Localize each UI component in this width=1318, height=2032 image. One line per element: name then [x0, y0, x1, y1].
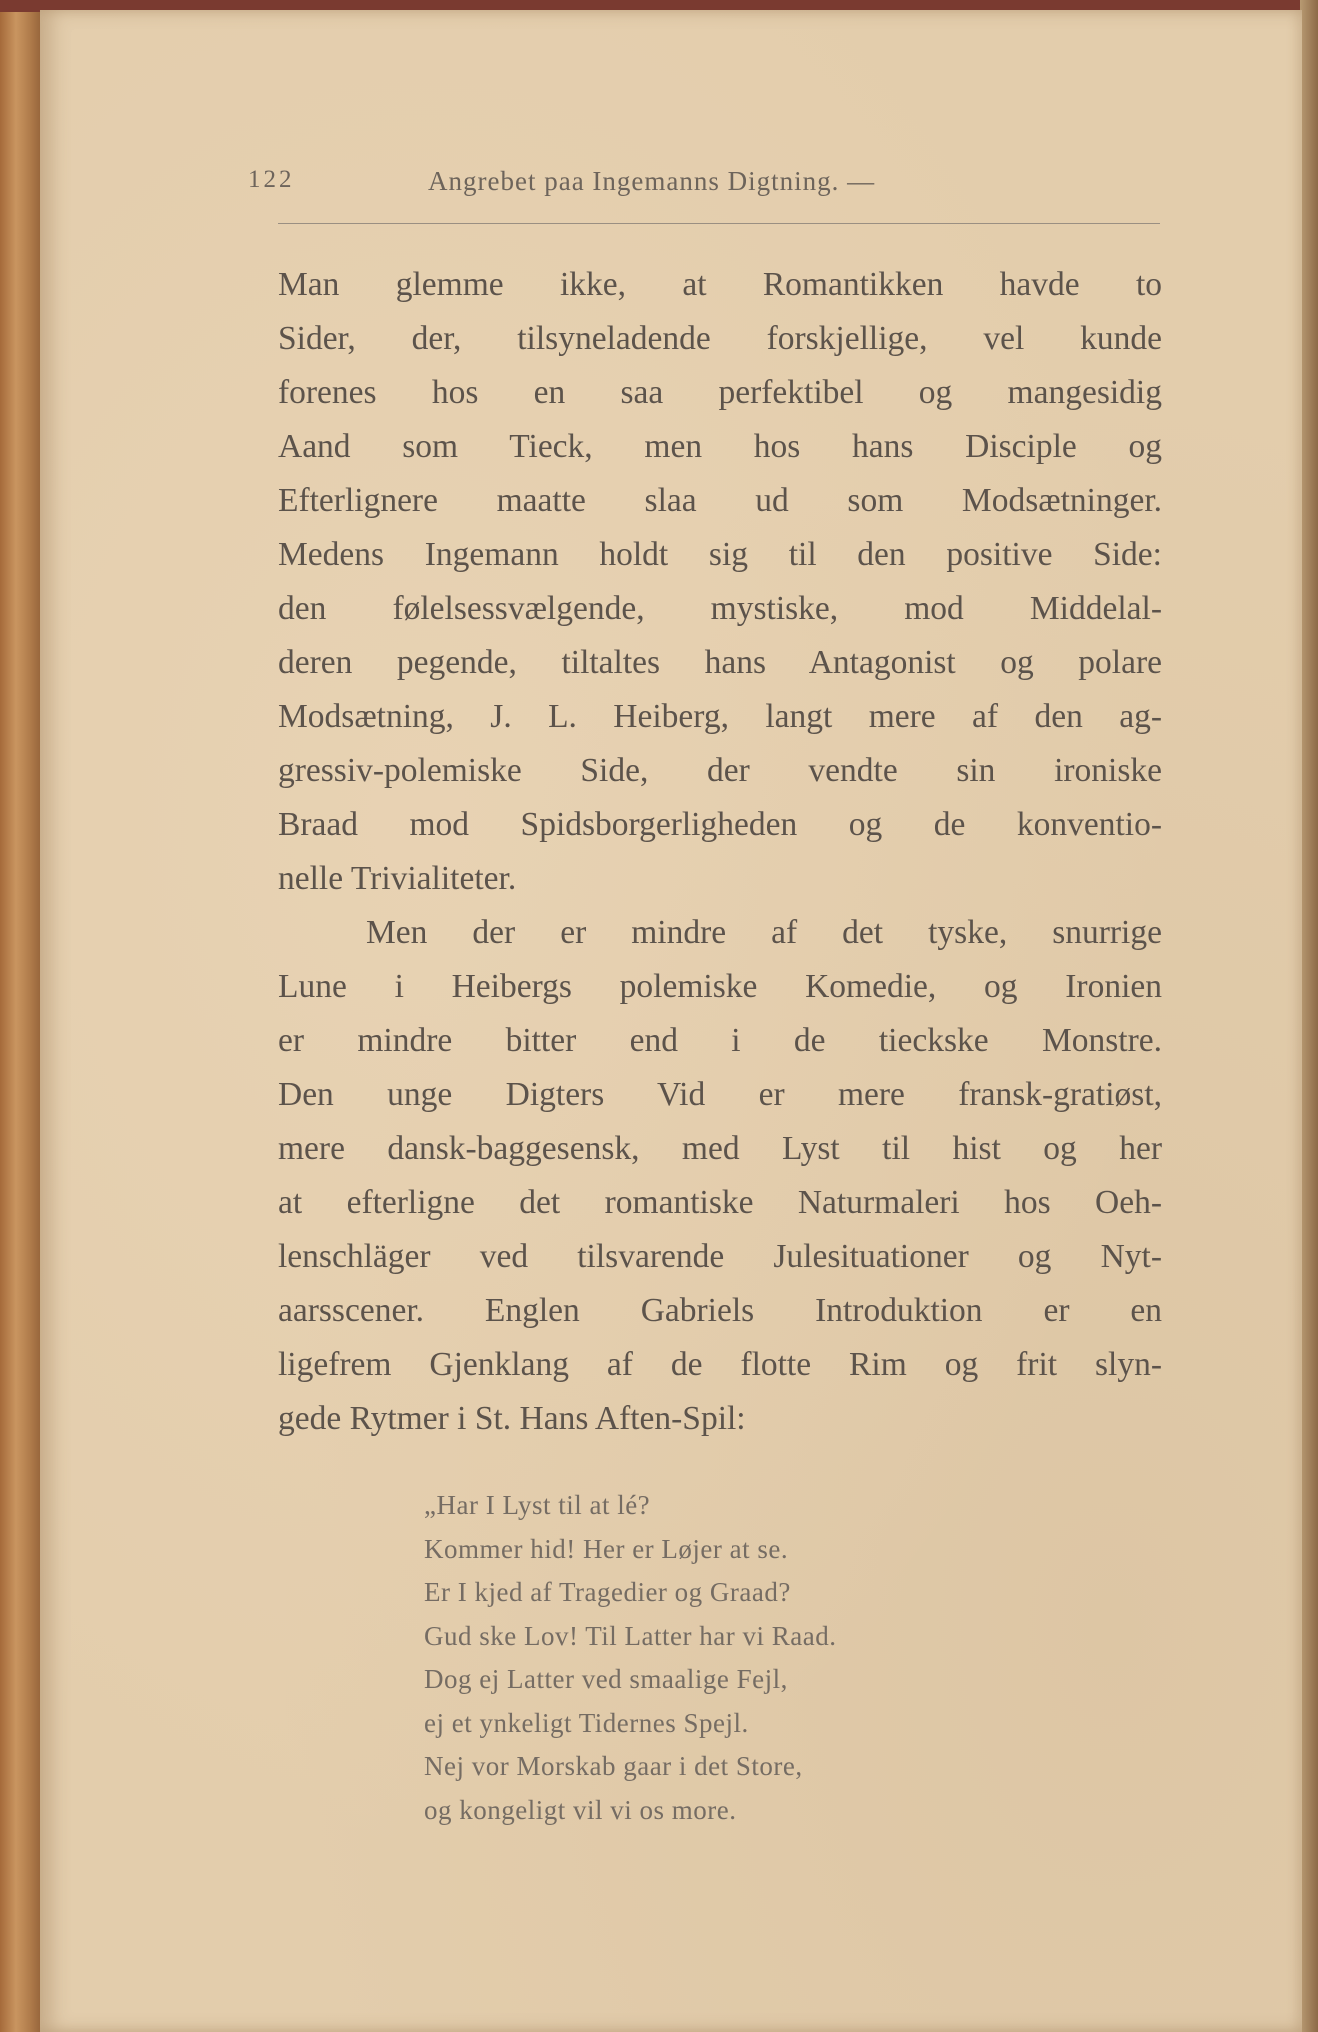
- text-line: den følelsessvælgende, mystiske, mod Middelal-: [278, 590, 1162, 627]
- text-line: Braad mod Spidsborgerligheden og de konventio-: [278, 806, 1162, 843]
- header-rule: [278, 223, 1160, 224]
- poem-line: ej et ynkeligt Tidernes Spejl.: [424, 1707, 749, 1738]
- text-line: Men der er mindre af det tyske, snurrige: [366, 914, 1162, 951]
- text-line: mere dansk-baggesensk, med Lyst til hist og her: [278, 1130, 1162, 1167]
- text-line: er mindre bitter end i de tieckske Monstre.: [278, 1022, 1162, 1059]
- poem-line: Nej vor Morskab gaar i det Store,: [424, 1751, 803, 1781]
- poem-line: „Har I Lyst til at lé?: [424, 1490, 651, 1520]
- poem-line: Gud ske Lov! Til Latter har vi Raad.: [424, 1620, 837, 1651]
- poem-quote: [424, 1484, 1064, 1832]
- text-line: at efterligne det romantiske Naturmaleri hos Oeh-: [278, 1184, 1162, 1221]
- text-line: Aand som Tieck, men hos hans Disciple og: [278, 428, 1162, 465]
- text-line: deren pegende, tiltaltes hans Antagonist og polare: [278, 644, 1162, 681]
- text-line: gressiv-polemiske Side, der vendte sin ironiske: [278, 752, 1162, 789]
- poem-line: Dog ej Latter ved smaalige Fejl,: [424, 1664, 788, 1694]
- text-line: nelle Trivialiteter.: [278, 860, 517, 897]
- text-line: Efterlignere maatte slaa ud som Modsætninger.: [278, 482, 1162, 519]
- text-line: Modsætning, J. L. Heiberg, langt mere af den ag-: [278, 698, 1162, 735]
- text-line: forenes hos en saa perfektibel og mangesidig: [278, 374, 1162, 411]
- book-edge-right: [1300, 0, 1318, 2032]
- text-line: Man glemme ikke, at Romantikken havde to: [278, 266, 1162, 303]
- page-number: 122: [248, 166, 295, 193]
- text-line: Sider, der, tilsyneladende forskjellige, vel kunde: [278, 320, 1162, 357]
- poem-line: Kommer hid! Her er Løjer at se.: [424, 1533, 789, 1564]
- body-text: [278, 258, 1162, 1446]
- text-line: Lune i Heibergs polemiske Komedie, og Ironien: [278, 968, 1162, 1005]
- running-head: [248, 166, 1148, 206]
- text-line: aarsscener. Englen Gabriels Introduktion er en: [278, 1292, 1162, 1329]
- text-line: Medens Ingemann holdt sig til den positive Side:: [278, 536, 1162, 573]
- running-title: Angrebet paa Ingemanns Digtning. —: [428, 166, 876, 196]
- text-line: Den unge Digters Vid er mere fransk-gratiøst,: [278, 1076, 1162, 1113]
- text-line: ligefrem Gjenklang af de flotte Rim og frit slyn-: [278, 1346, 1162, 1383]
- text-line: gede Rytmer i St. Hans Aften-Spil:: [278, 1400, 746, 1437]
- text-line: lenschläger ved tilsvarende Julesituationer og Nyt-: [278, 1238, 1162, 1275]
- poem-line: Er I kjed af Tragedier og Graad?: [424, 1577, 791, 1607]
- poem-line: og kongeligt vil vi os more.: [424, 1794, 737, 1825]
